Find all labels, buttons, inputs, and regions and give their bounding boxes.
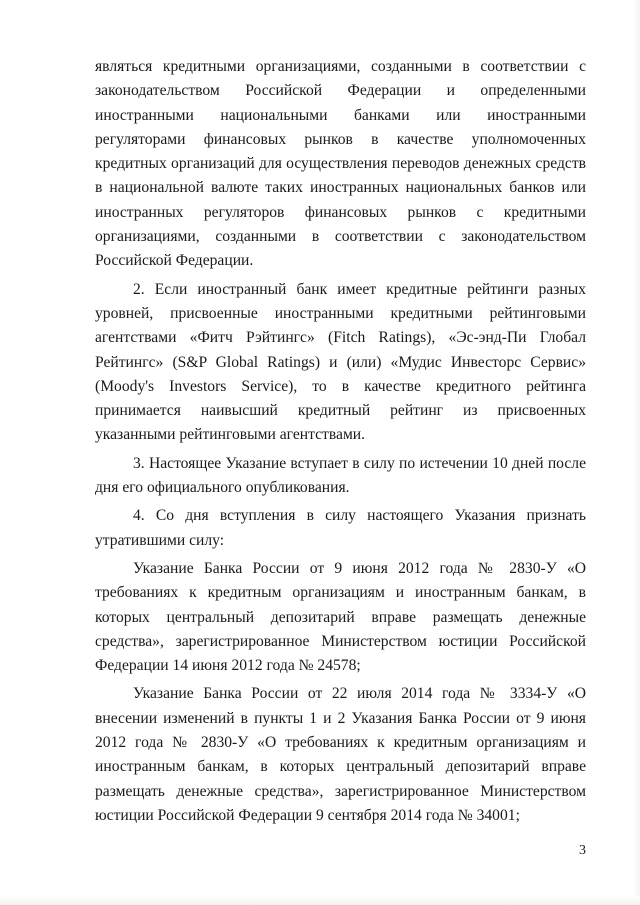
document-body: [95, 55, 586, 828]
paragraph-item-3: 3. Настоящее Указание вступает в силу по истечении 10 дней после дня его официального опубликования.: [95, 454, 586, 497]
paragraph-item-4: 4. Со дня вступления в силу настоящего Указания признать утратившими силу:: [95, 507, 586, 549]
page-number: 3: [579, 843, 586, 858]
page-edge-shadow-right: [634, 0, 640, 905]
paragraph-repealed-directive-2830: Указание Банка России от 9 июня 2012 года № 2830-У «О требованиях к кредитным организациям и иностранным банкам, в которых центральный депозитарий вправе размещать денежные средства», зарегистрированное Министерством юстиции Российской Федерации 14 июня 2012 года № 24578;: [95, 559, 586, 675]
page-edge-shadow-bottom: [0, 896, 640, 905]
paragraph-repealed-directive-3334: Указание Банка России от 22 июля 2014 года № 3334-У «О внесении изменений в пункты 1 и 2 Указания Банка России от 9 июня 2012 года № 2830-У «О требованиях к кредитным организациям и иностранным банкам, в которых центральный депозитарий вправе размещать денежные средства», зарегистрированное Министерством юстиции Российской Федерации 9 сентября 2014 года № 34001;: [95, 685, 586, 824]
paragraph-continuation: являться кредитными организациями, созданными в соответствии с законодательством Российской Федерации и определенными иностранными национальными банками или иностранными регуляторами финансовых рынков в качестве уполномоченных кредитных организаций для осуществления переводов денежных средств в национальной валюте таких иностранных национальных банков или иностранных регуляторов финансовых рынков с кредитными организациями, созданными в соответствии с законодательством Российской Федерации.: [95, 58, 586, 270]
paragraph-item-2: 2. Если иностранный банк имеет кредитные рейтинги разных уровней, присвоенные иностранными кредитными рейтинговыми агентствами «Фитч Рэйтингс» (Fitch Ratings), «Эс-энд-Пи Глобал Рейтингс» (S&P Global Ratings) и (или) «Мудис Инвесторс Сервис» (Moody's Investors Service), то в качестве кредитного рейтинга принимается наивысший кредитный рейтинг из присвоенных указанными рейтинговыми агентствами.: [95, 280, 586, 444]
